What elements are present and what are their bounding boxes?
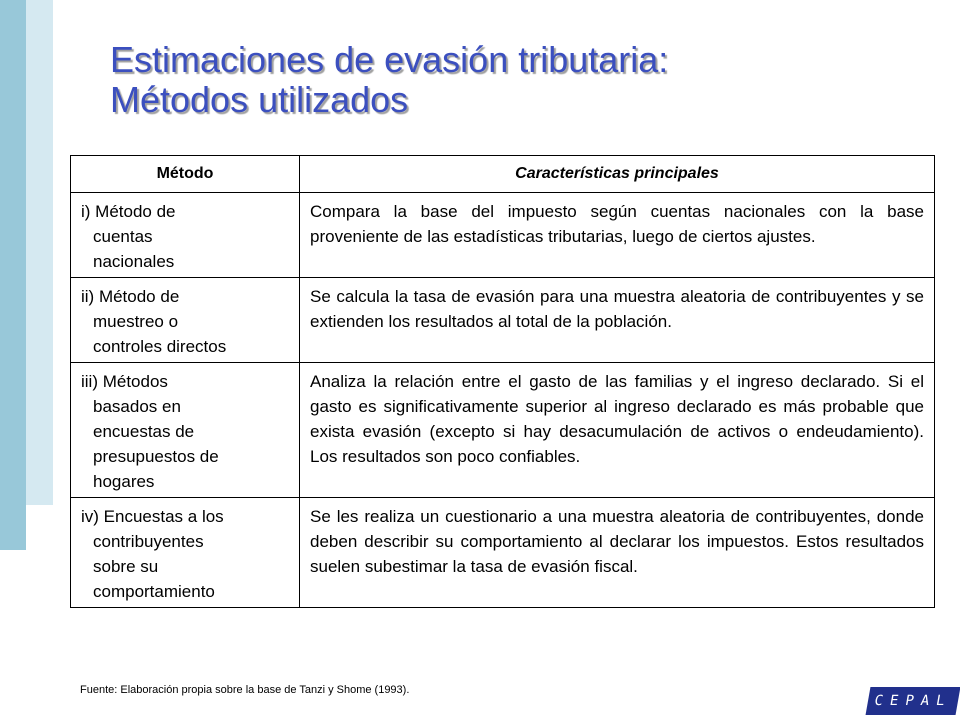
description-cell: Se calcula la tasa de evasión para una muestra aleatoria de contribuyentes y se extienden los resultados al total de la población.	[300, 278, 935, 363]
method-cell	[71, 193, 300, 278]
description-cell: Analiza la relación entre el gasto de las familias y el ingreso declarado. Si el gasto es significativamente superior al ingreso declarado es más probable que exista evasión (excepto si hay desacumulación de activos o endeudamiento). Los resultados son poco confiables.	[300, 363, 935, 498]
method-line: basados en	[93, 397, 181, 416]
method-cell	[71, 363, 300, 498]
method-line: controles directos	[93, 337, 227, 356]
method-line: contribuyentes	[93, 532, 204, 551]
description-cell: Se les realiza un cuestionario a una muestra aleatoria de contribuyentes, donde deben describir su comportamiento al declarar los impuestos. Estos resultados suelen subestimar la tasa de evasión fiscal.	[300, 498, 935, 608]
source-note: Fuente: Elaboración propia sobre la base de Tanzi y Shome (1993).	[80, 684, 410, 696]
method-cell	[71, 498, 300, 608]
decorative-sidebar-light	[26, 0, 53, 505]
header-method: Método	[71, 156, 300, 193]
decorative-sidebar-dark	[0, 0, 26, 550]
method-line: iii) Métodos	[81, 372, 168, 391]
table-row	[71, 278, 935, 363]
method-line: iv) Encuestas a los	[81, 507, 224, 526]
table-row	[71, 498, 935, 608]
slide-title	[110, 40, 930, 120]
method-line: comportamiento	[93, 582, 215, 601]
method-line: presupuestos de	[93, 447, 219, 466]
method-line: ii) Método de	[81, 287, 180, 306]
cepal-logo: CEPAL	[866, 687, 960, 715]
method-line: muestreo o	[93, 312, 179, 331]
slide-title-line-2: Métodos utilizados	[110, 79, 409, 120]
description-cell: Compara la base del impuesto según cuentas nacionales con la base proveniente de las estadísticas tributarias, luego de ciertos ajustes.	[300, 193, 935, 278]
method-line: encuestas de	[93, 422, 195, 441]
method-line: nacionales	[93, 252, 175, 271]
method-cell	[71, 278, 300, 363]
method-line: i) Método de	[81, 202, 176, 221]
table-header-row	[71, 156, 935, 193]
method-line: cuentas	[93, 227, 153, 246]
method-line: hogares	[93, 472, 155, 491]
table-row	[71, 363, 935, 498]
table-row	[71, 193, 935, 278]
slide-title-line-1: Estimaciones de evasión tributaria:	[110, 39, 669, 80]
header-features: Características principales	[300, 156, 935, 193]
method-line: sobre su	[93, 557, 159, 576]
methods-table	[70, 155, 935, 608]
